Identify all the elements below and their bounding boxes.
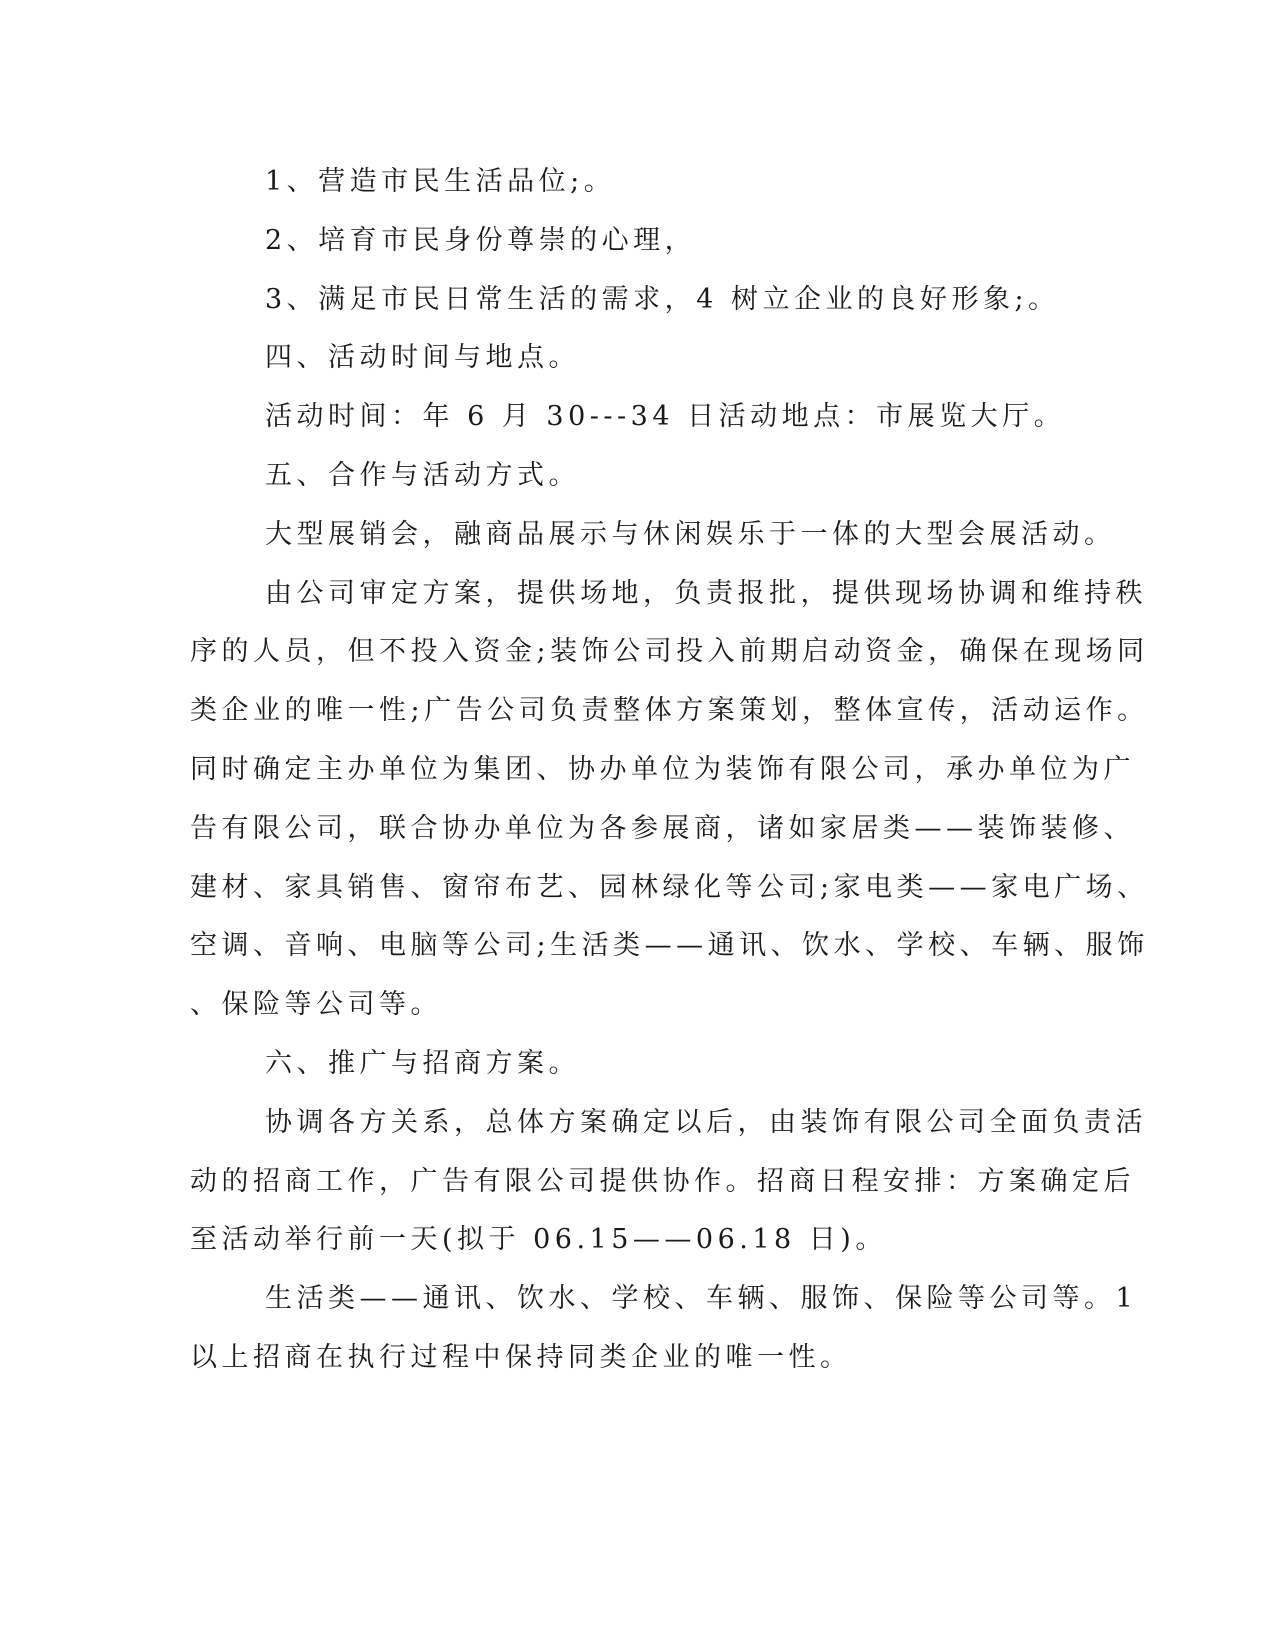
paragraph-line: 动的招商工作，广告有限公司提供协作。招商日程安排：方案确定后 (190, 1166, 1135, 1197)
paragraph-line: 建材、家具销售、窗帘布艺、园林绿化等公司;家电类——家电广场、 (190, 872, 1149, 903)
paragraph-line: 至活动举行前一天(拟于 06.15——06.18 日)。 (190, 1224, 887, 1255)
paragraph-line: 类企业的唯一性;广告公司负责整体方案策划，整体宣传，活动运作。 (190, 695, 1149, 726)
paragraph-line: 由公司审定方案，提供场地，负责报批，提供现场协调和维持秩 (265, 578, 1147, 609)
paragraph-line: 同时确定主办单位为集团、协办单位为装饰有限公司，承办单位为广 (190, 754, 1135, 785)
paragraph-line: 大型展销会，融商品展示与休闲娱乐于一体的大型会展活动。 (265, 519, 1116, 550)
list-item-1: 1、营造市民生活品位;。 (265, 166, 616, 197)
list-item-3: 3、满足市民日常生活的需求，4 树立企业的良好形象;。 (265, 284, 1060, 315)
paragraph-line: 以上招商在执行过程中保持同类企业的唯一性。 (190, 1342, 852, 1373)
section-heading-4: 四、活动时间与地点。 (265, 342, 580, 373)
paragraph-line: 、保险等公司等。 (190, 989, 442, 1020)
paragraph-line: 协调各方关系，总体方案确定以后，由装饰有限公司全面负责活 (265, 1107, 1147, 1138)
paragraph-line: 活动时间：年 6 月 30---34 日活动地点：市展览大厅。 (265, 401, 1066, 432)
paragraph-line: 告有限公司，联合协办单位为各参展商，诸如家居类——装饰装修、 (190, 813, 1135, 844)
paragraph-line: 序的人员，但不投入资金;装饰公司投入前期启动资金，确保在现场同 (190, 636, 1149, 667)
section-heading-6: 六、推广与招商方案。 (265, 1048, 580, 1079)
paragraph-line: 生活类——通讯、饮水、学校、车辆、服饰、保险等公司等。1 (265, 1283, 1138, 1314)
list-item-2: 2、培育市民身份尊崇的心理， (265, 225, 697, 256)
paragraph-line: 空调、音响、电脑等公司;生活类——通讯、饮水、学校、车辆、服饰 (190, 930, 1149, 961)
section-heading-5: 五、合作与活动方式。 (265, 460, 580, 491)
